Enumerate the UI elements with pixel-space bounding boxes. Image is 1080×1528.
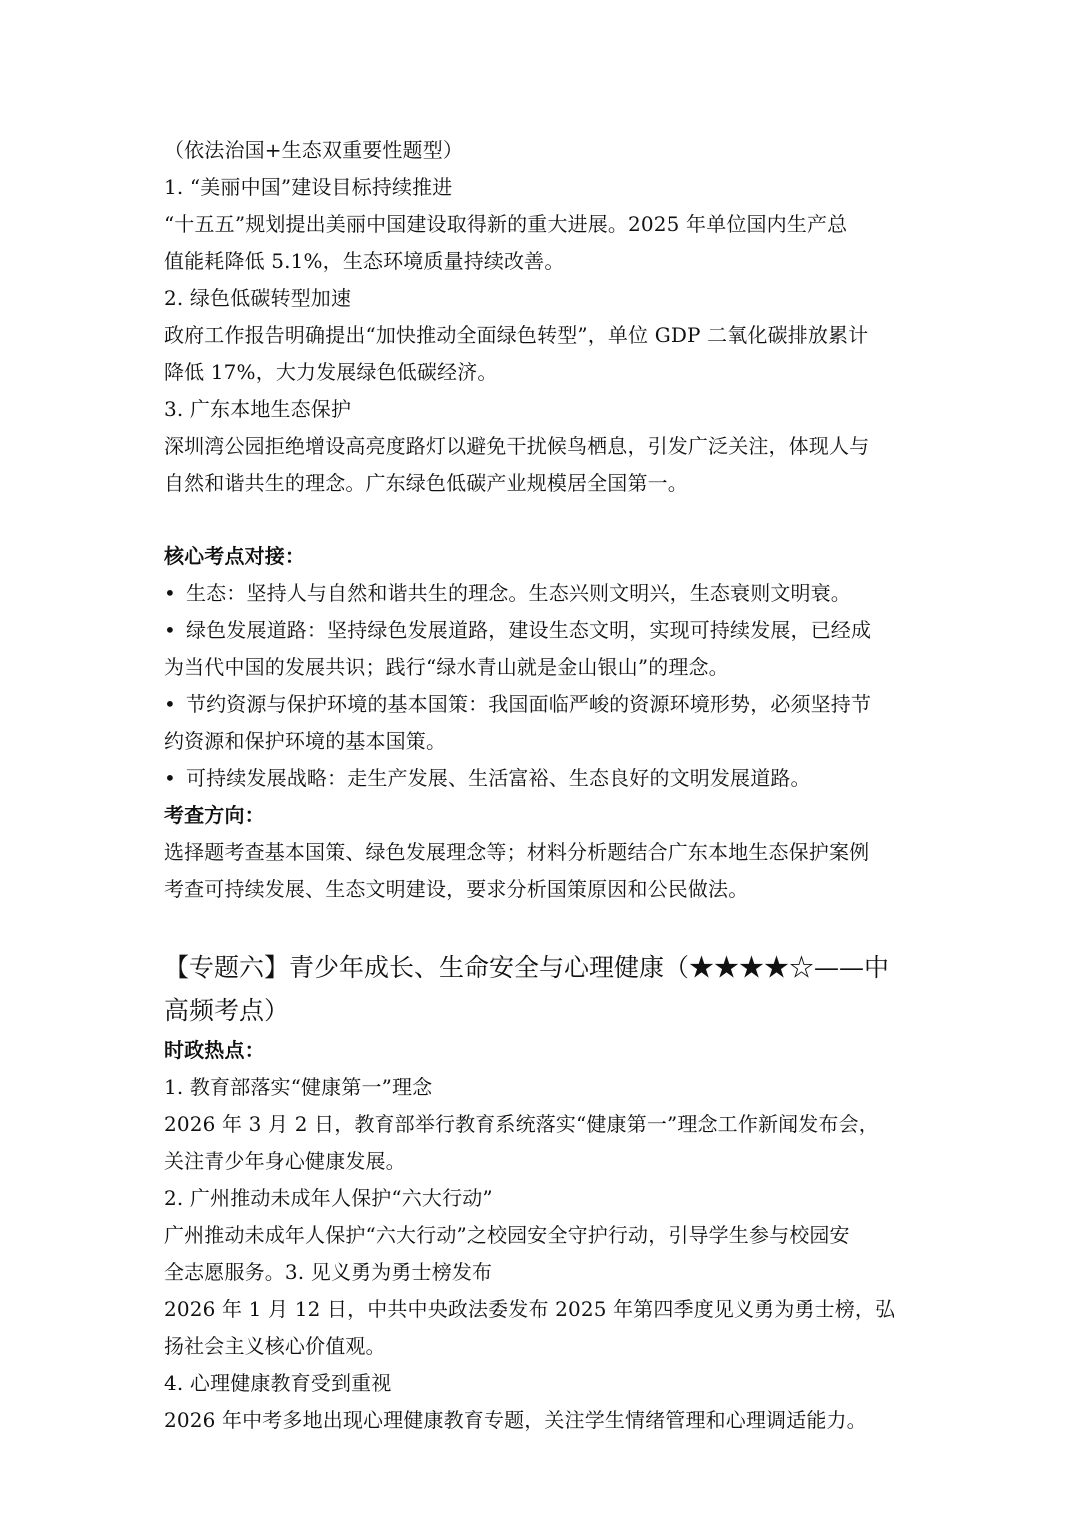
hot-topics-heading: 时政热点： (164, 1038, 265, 1062)
hot-topic-line: 2026 年 1 月 12 日，中共中央政法委发布 2025 年第四季度见义勇为勇士榜，弘 (164, 1297, 896, 1321)
eco-item-text: 值能耗降低 5.1%，生态环境质量持续改善。 (164, 249, 565, 273)
hot-topic-line: 关注青少年身心健康发展。 (164, 1149, 406, 1173)
eco-item-text: “十五五”规划提出美丽中国建设取得新的重大进展。2025 年单位国内生产总 (164, 212, 848, 236)
core-point-4 (164, 760, 920, 797)
hot-topic-line: 1. 教育部落实“健康第一”理念 (164, 1075, 433, 1099)
core-point-1 (164, 575, 920, 612)
eco-item-1 (164, 169, 920, 280)
bullet-icon: • (164, 692, 176, 716)
exam-direction-text: 选择题考查基本国策、绿色发展理念等；材料分析题结合广东本地生态保护案例 (164, 840, 870, 864)
eco-item-text: 深圳湾公园拒绝增设高亮度路灯以避免干扰候鸟栖息，引发广泛关注，体现人与 (164, 434, 870, 458)
intro-note: （依法治国+生态双重要性题型） (164, 138, 464, 162)
hot-topic-line: 2026 年 3 月 2 日，教育部举行教育系统落实“健康第一”理念工作新闻发布会， (164, 1112, 879, 1136)
topic-six-title-cont: 高频考点） (164, 996, 290, 1025)
core-point-text: 为当代中国的发展共识；践行“绿水青山就是金山银山”的理念。 (164, 655, 729, 679)
hot-topic-line: 2. 广州推动未成年人保护“六大行动” (164, 1186, 493, 1210)
eco-item-text: 降低 17%，大力发展绿色低碳经济。 (164, 360, 498, 384)
hot-topic-line: 全志愿服务。3. 见义勇为勇士榜发布 (164, 1260, 493, 1284)
core-point-3 (164, 686, 920, 760)
exam-direction-heading: 考查方向： (164, 803, 265, 827)
hot-topic-line: 4. 心理健康教育受到重视 (164, 1371, 392, 1395)
eco-item-2 (164, 280, 920, 391)
core-point-text: 节约资源与保护环境的基本国策：我国面临严峻的资源环境形势，必须坚持节 (186, 692, 872, 716)
bullet-icon: • (164, 618, 176, 642)
eco-item-text: 政府工作报告明确提出“加快推动全面绿色转型”，单位 GDP 二氧化碳排放累计 (164, 323, 869, 347)
topic-six-title: 【专题六】青少年成长、生命安全与心理健康（★★★★☆——中 (164, 953, 890, 982)
hot-topic-line: 扬社会主义核心价值观。 (164, 1334, 386, 1358)
core-point-text: 约资源和保护环境的基本国策。 (164, 729, 447, 753)
core-point-text: 可持续发展战略：走生产发展、生活富裕、生态良好的文明发展道路。 (186, 766, 811, 790)
exam-direction-text: 考查可持续发展、生态文明建设，要求分析国策原因和公民做法。 (164, 877, 749, 901)
eco-item-title: 2. 绿色低碳转型加速 (164, 286, 352, 310)
core-point-2 (164, 612, 920, 686)
hot-topic-line: 广州推动未成年人保护“六大行动”之校园安全守护行动，引导学生参与校园安 (164, 1223, 850, 1247)
bullet-icon: • (164, 766, 176, 790)
eco-item-title: 3. 广东本地生态保护 (164, 397, 352, 421)
eco-item-3 (164, 391, 920, 502)
eco-item-text: 自然和谐共生的理念。广东绿色低碳产业规模居全国第一。 (164, 471, 688, 495)
core-points-heading: 核心考点对接： (164, 544, 306, 568)
core-point-text: 生态：坚持人与自然和谐共生的理念。生态兴则文明兴，生态衰则文明衰。 (186, 581, 851, 605)
bullet-icon: • (164, 581, 176, 605)
hot-topic-line: 2026 年中考多地出现心理健康教育专题，关注学生情绪管理和心理调适能力。 (164, 1408, 867, 1432)
document-content (164, 132, 920, 1439)
eco-item-title: 1. “美丽中国”建设目标持续推进 (164, 175, 453, 199)
core-point-text: 绿色发展道路：坚持绿色发展道路，建设生态文明，实现可持续发展，已经成 (186, 618, 872, 642)
